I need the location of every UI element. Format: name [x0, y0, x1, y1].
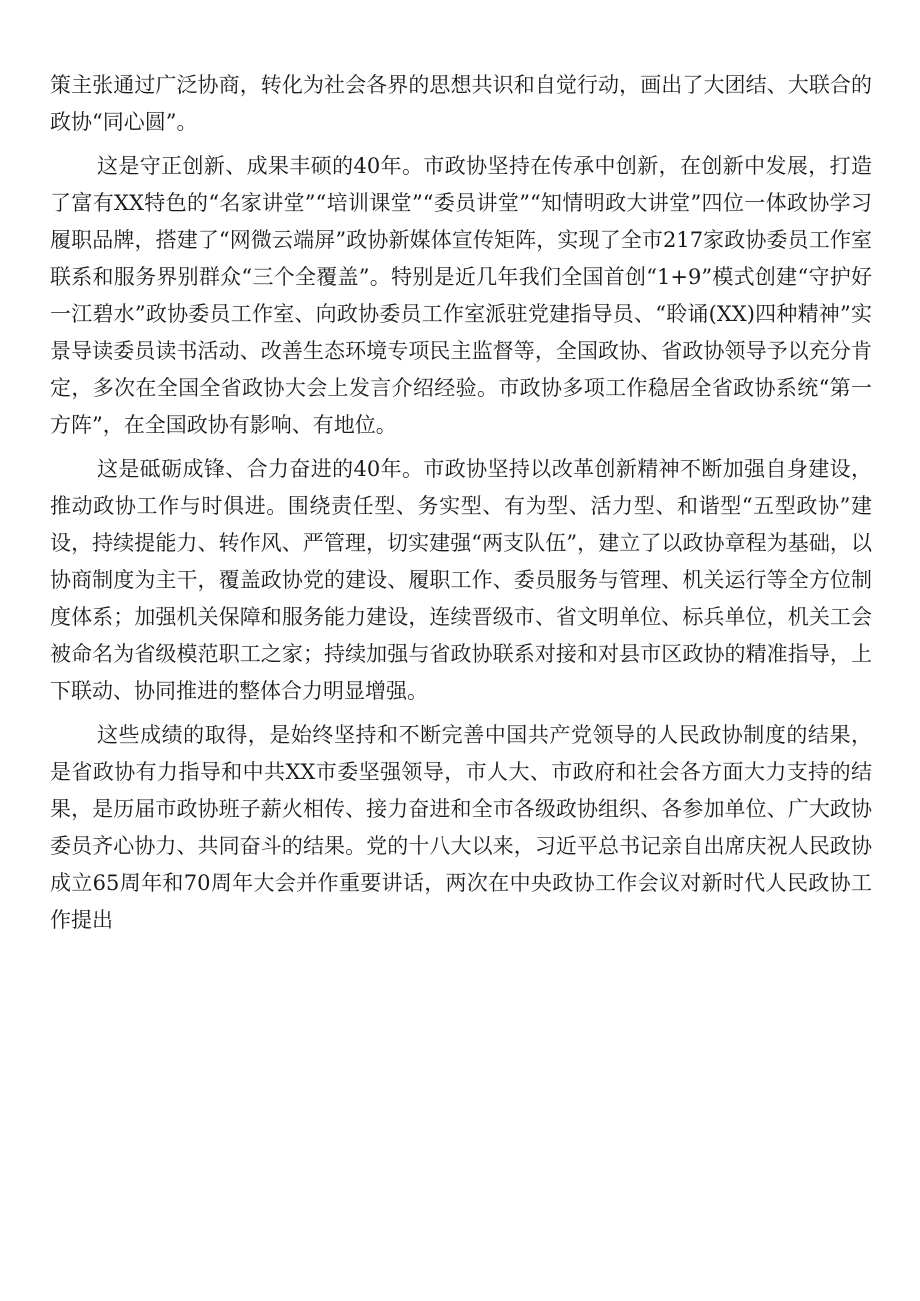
paragraph-1: 策主张通过广泛协商，转化为社会各界的思想共识和自觉行动，画出了大团结、大联合的政协“同心圆”。 — [50, 73, 872, 134]
paragraph-2: 这是守正创新、成果丰硕的40年。市政协坚持在传承中创新，在创新中发展，打造了富有XX特色的“名家讲堂”“培训课堂”“委员讲堂”“知情明政大讲堂”四位一体政协学习履职品牌，搭建了“网微云端屏”政协新媒体宣传矩阵，实现了全市217家政协委员工作室联系和服务界别群众“三个全覆盖”。特别是近几年我们全国首创“1+9”模式创建“守护好一江碧水”政协委员工作室、向政协委员工作室派驻党建指导员、“聆诵(XX)四种精神”实景导读委员读书活动、改善生态环境专项民主监督等，全国政协、省政协领导予以充分肯定，多次在全国全省政协大会上发言介绍经验。市政协多项工作稳居全省政协系统“第一方阵”，在全国政协有影响、有地位。 — [50, 154, 872, 437]
document-body — [50, 67, 872, 946]
paragraph-3: 这是砥砺成锋、合力奋进的40年。市政协坚持以改革创新精神不断加强自身建设，推动政协工作与时俱进。围绕责任型、务实型、有为型、活力型、和谐型“五型政协”建设，持续提能力、转作风、严管理，切实建强“两支队伍”，建立了以政协章程为基础，以协商制度为主干，覆盖政协党的建设、履职工作、委员服务与管理、机关运行等全方位制度体系；加强机关保障和服务能力建设，连续晋级市、省文明单位、标兵单位，机关工会被命名为省级模范职工之家；持续加强与省政协联系对接和对县市区政协的精准指导，上下联动、协同推进的整体合力明显增强。 — [50, 457, 872, 703]
paragraph-4: 这些成绩的取得，是始终坚持和不断完善中国共产党领导的人民政协制度的结果，是省政协有力指导和中共XX市委坚强领导，市人大、市政府和社会各方面大力支持的结果，是历届市政协班子薪火相传、接力奋进和全市各级政协组织、各参加单位、广大政协委员齐心协力、共同奋斗的结果。党的十八大以来，习近平总书记亲自出席庆祝人民政协成立65周年和70周年大会并作重要讲话，两次在中央政协工作会议对新时代人民政协工作提出 — [50, 723, 872, 932]
